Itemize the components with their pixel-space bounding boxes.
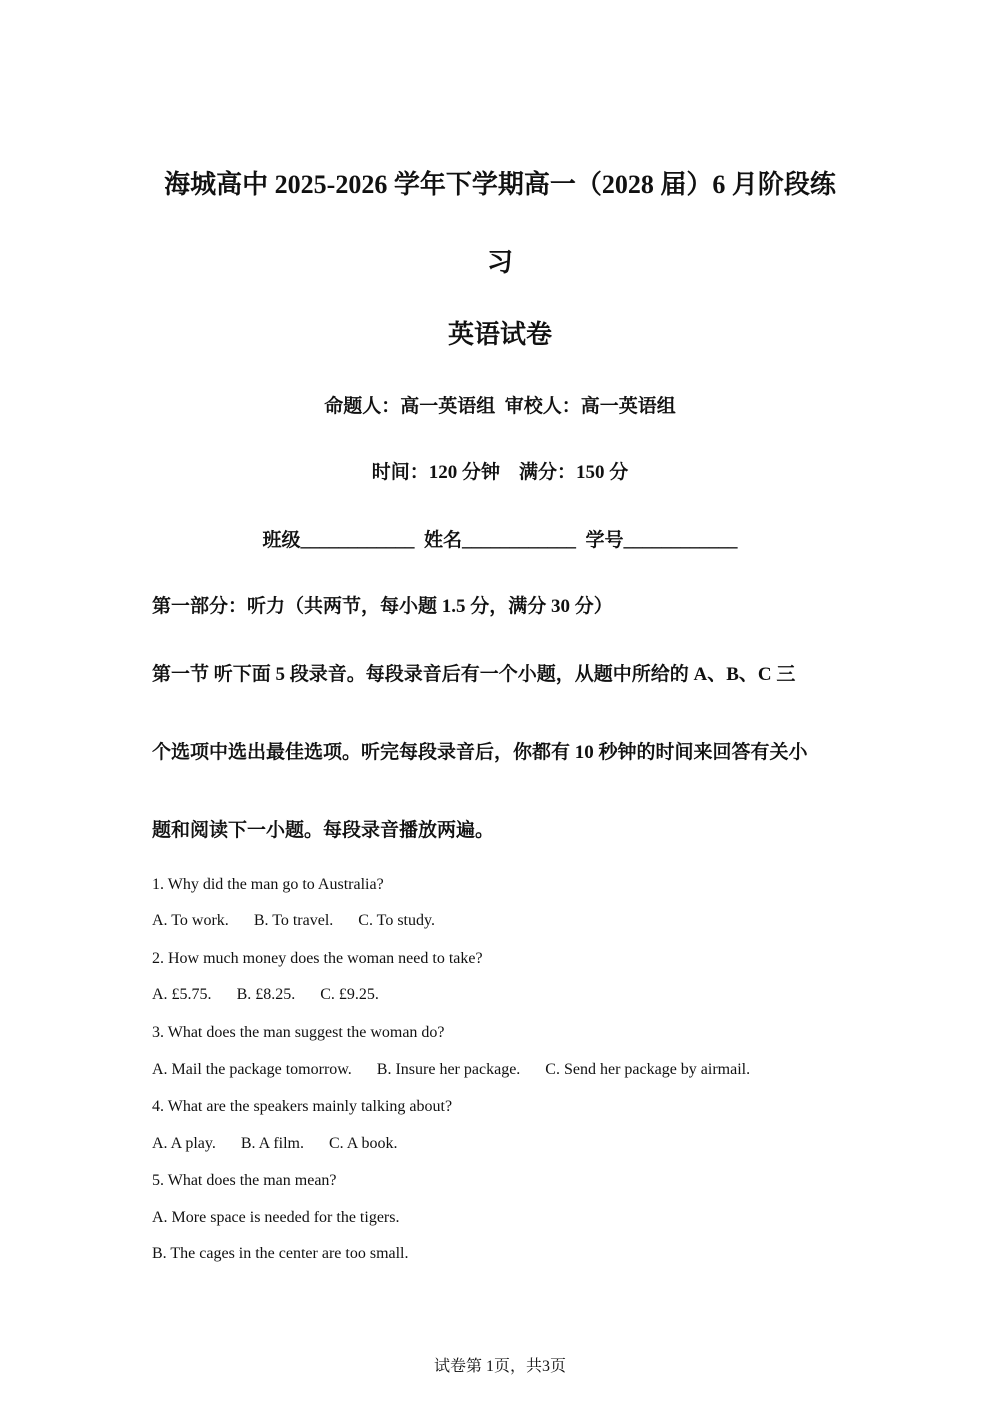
- question-4-option-a: A. A play.: [152, 1135, 216, 1152]
- question-2-options: [152, 987, 400, 1003]
- question-2-option-a: A. £5.75.: [152, 986, 212, 1003]
- exam-title-line-1: 海城高中 2025-2026 学年下学期高一（2028 届）6 月阶段练: [164, 170, 836, 199]
- question-4-option-c: C. A book.: [328, 1135, 398, 1152]
- exam-authors: 命题人：高一英语组 审校人：高一英语组: [324, 396, 676, 417]
- question-1-option-a: A. To work.: [152, 912, 229, 929]
- question-1-option-b: B. To travel.: [253, 912, 334, 929]
- section1-instruction-line-1: 第一节 听下面 5 段录音。每段录音后有一个小题，从题中所给的 A、B、C 三: [152, 664, 796, 685]
- question-3-options: [152, 1062, 771, 1078]
- section1-instruction-line-3: 题和阅读下一小题。每段录音播放两遍。: [152, 820, 495, 841]
- question-1-stem: 1. Why did the man go to Australia?: [152, 876, 384, 893]
- question-4-stem: 4. What are the speakers mainly talking about?: [152, 1098, 453, 1115]
- question-5-stem: 5. What does the man mean?: [152, 1172, 337, 1189]
- part1-heading: 第一部分：听力（共两节，每小题 1.5 分，满分 30 分）: [152, 596, 613, 617]
- page-number-footer: 试卷第 1页，共3页: [433, 1358, 566, 1375]
- question-3-option-a: A. Mail the package tomorrow.: [152, 1061, 352, 1078]
- question-2-option-b: B. £8.25.: [236, 986, 296, 1003]
- question-1-option-c: C. To study.: [358, 912, 435, 929]
- question-3-stem: 3. What does the man suggest the woman do?: [152, 1024, 445, 1041]
- section1-instruction-line-2: 个选项中选出最佳选项。听完每段录音后，你都有 10 秒钟的时间来回答有关小: [152, 742, 808, 763]
- exam-time-score: 时间：120 分钟 满分：150 分: [371, 462, 629, 483]
- question-4-option-b: B. A film.: [240, 1135, 304, 1152]
- question-2-stem: 2. How much money does the woman need to take?: [152, 950, 483, 967]
- question-5-option-b: B. The cages in the center are too small.: [152, 1245, 409, 1262]
- question-1-options: [152, 913, 456, 929]
- exam-title-line-2: 习: [486, 248, 513, 277]
- question-3-option-b: B. Insure her package.: [376, 1061, 521, 1078]
- question-4-options: [152, 1136, 418, 1152]
- question-2-option-c: C. £9.25.: [320, 986, 379, 1003]
- question-5-option-a: A. More space is needed for the tigers.: [152, 1209, 400, 1226]
- exam-subject: 英语试卷: [447, 320, 552, 349]
- student-info-fields: 班级____________ 姓名____________ 学号____________: [262, 530, 738, 551]
- question-3-option-c: C. Send her package by airmail.: [545, 1061, 751, 1078]
